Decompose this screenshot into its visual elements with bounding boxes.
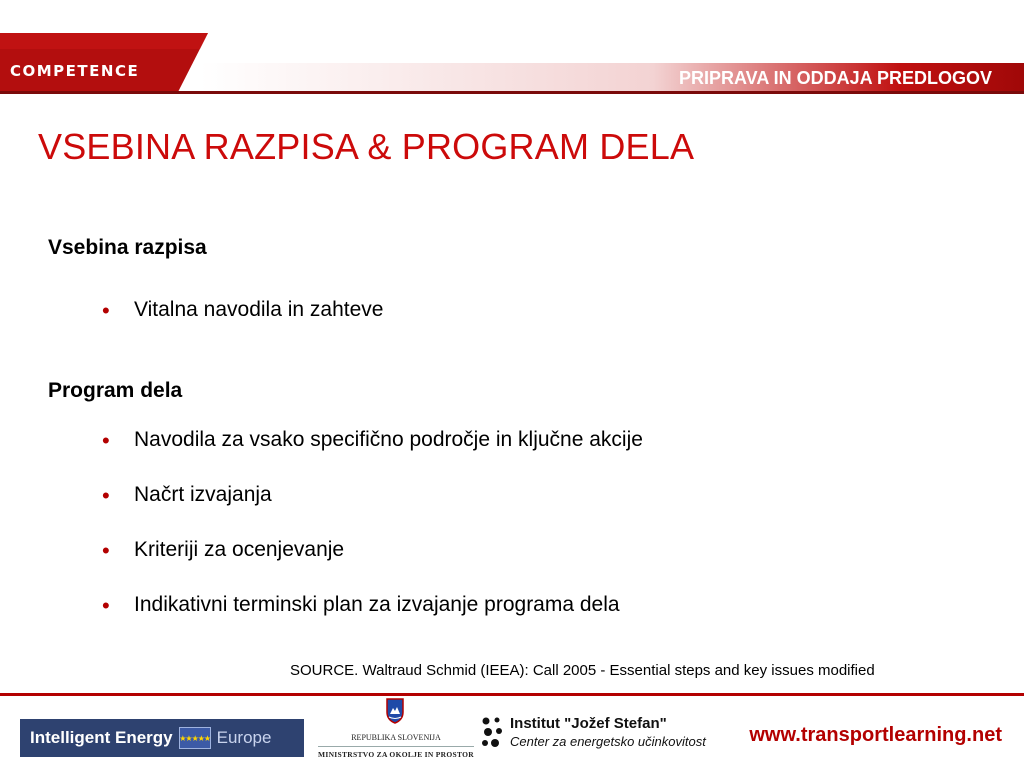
list-item: • Indikativni terminski plan za izvajanje programa dela: [102, 593, 620, 618]
ijs-logo-name: Institut "Jožef Stefan": [510, 715, 667, 732]
eu-flag-icon: ★★★★★: [179, 727, 211, 749]
bullet-dot-icon: •: [102, 538, 110, 563]
intelligent-energy-europe-logo: [20, 719, 304, 757]
competence-logo: COMPETENCE: [10, 62, 140, 80]
slovenia-logo-line2: MINISTRSTVO ZA OKOLJE IN PROSTOR: [317, 750, 474, 759]
list-item: • Navodila za vsako specifično področje in ključne akcije: [102, 428, 643, 453]
slovenia-logo-rule: [318, 746, 474, 747]
source-note: SOURCE. Waltraud Schmid (IEEA): Call 2005 - Essential steps and key issues modified: [290, 662, 875, 679]
list-item: • Kriteriji za ocenjevanje: [102, 538, 345, 563]
footer-url-link[interactable]: www.transportlearning.net: [749, 724, 1002, 746]
iee-logo-text: Intelligent Energy: [30, 728, 173, 747]
slovenia-coat-of-arms-icon: [386, 698, 404, 724]
bullet-dot-icon: •: [102, 428, 110, 453]
list-item: • Načrt izvajanja: [102, 483, 272, 508]
bullet-dot-icon: •: [102, 298, 110, 323]
footer-divider: [0, 693, 1024, 696]
section-heading-vsebina: Vsebina razpisa: [48, 236, 207, 259]
bullet-dot-icon: •: [102, 593, 110, 618]
iee-logo-europe: Europe: [216, 728, 272, 747]
header-title: PRIPRAVA IN ODDAJA PREDLOGOV: [678, 68, 992, 88]
list-item: • Vitalna navodila in zahteve: [102, 298, 384, 323]
ijs-dots-icon: [480, 715, 506, 751]
bullet-dot-icon: •: [102, 483, 110, 508]
ijs-logo-subtitle: Center za energetsko učinkovitost: [510, 734, 706, 749]
slovenia-logo-line1: REPUBLIKA SLOVENIJA: [351, 733, 441, 742]
section-heading-program: Program dela: [48, 379, 183, 402]
header-divider: [0, 91, 1024, 94]
slide-title: VSEBINA RAZPISA & PROGRAM DELA: [38, 126, 695, 167]
